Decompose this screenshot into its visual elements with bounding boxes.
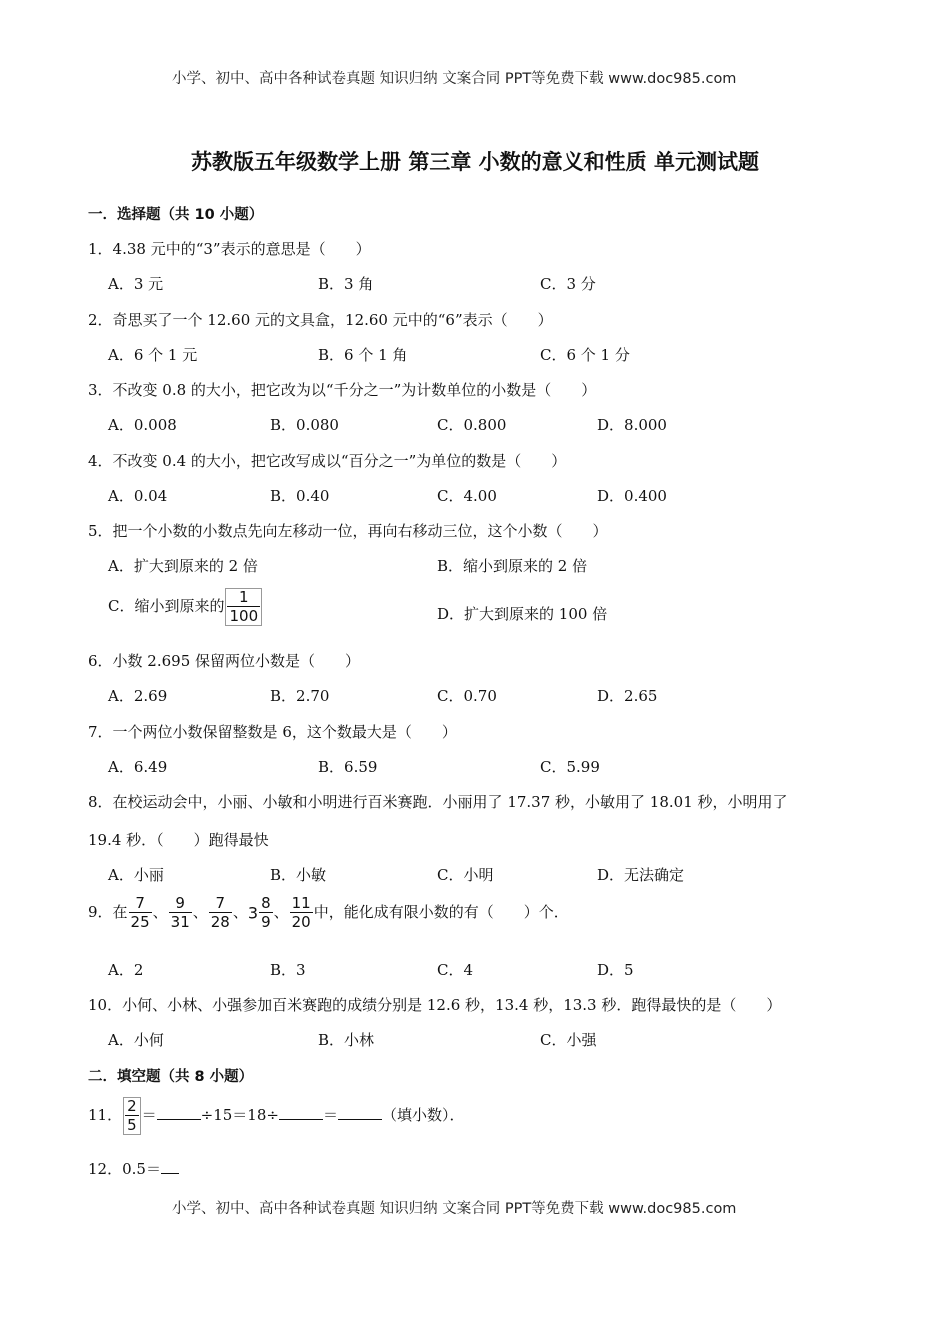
fraction-denominator: 20 xyxy=(291,913,311,931)
question-5: 5．把一个小数的小数点先向左移动一位，再向右移动三位，这个小数（ ） xyxy=(88,522,608,540)
option-1b[interactable]: B．3 角 xyxy=(318,275,374,293)
fraction-7-28 xyxy=(209,896,232,930)
answer-blank-1[interactable] xyxy=(157,1105,201,1120)
fraction-denominator: 5 xyxy=(127,1116,137,1134)
option-3b[interactable]: B．0.080 xyxy=(270,416,339,434)
fraction-numerator: 1 xyxy=(239,588,249,606)
separator: 、 xyxy=(152,903,168,921)
question-1: 1．4.38 元中的“3”表示的意思是（ ） xyxy=(88,240,371,258)
option-2b[interactable]: B．6 个 1 角 xyxy=(318,346,408,364)
fraction-denominator: 28 xyxy=(210,913,230,931)
fraction-numerator: 7 xyxy=(135,894,145,912)
option-6d[interactable]: D．2.65 xyxy=(597,687,658,705)
question-9 xyxy=(88,896,569,930)
question-7: 7．一个两位小数保留整数是 6，这个数最大是（ ） xyxy=(88,723,457,741)
page-title: 苏教版五年级数学上册 第三章 小数的意义和性质 单元测试题 xyxy=(191,150,759,174)
fraction-numerator: 7 xyxy=(215,894,226,912)
option-9a[interactable]: A．2 xyxy=(108,961,144,979)
fraction-numerator: 8 xyxy=(261,894,271,912)
option-5d[interactable]: D．扩大到原来的 100 倍 xyxy=(437,605,608,623)
option-10c[interactable]: C．小强 xyxy=(540,1031,597,1049)
fraction-11-20 xyxy=(290,896,313,930)
equals-sign: ＝ xyxy=(141,1106,157,1124)
option-7b[interactable]: B．6.59 xyxy=(318,758,378,776)
question-9-prefix: 9．在 xyxy=(88,903,128,921)
fraction-numerator: 9 xyxy=(175,894,185,912)
separator: 、 xyxy=(232,903,248,921)
question-8: 8．在校运动会中，小丽、小敏和小明进行百米赛跑．小丽用了 17.37 秒，小敏用了 18.01 秒，小明用了 xyxy=(88,793,788,811)
question-11-middle: ÷15＝18÷ xyxy=(200,1106,279,1124)
option-4d[interactable]: D．0.400 xyxy=(597,487,667,505)
question-11-prefix: 11． xyxy=(88,1106,123,1124)
separator: 、 xyxy=(273,903,289,921)
option-10b[interactable]: B．小林 xyxy=(318,1031,375,1049)
option-4a[interactable]: A．0.04 xyxy=(108,487,168,505)
answer-blank-3[interactable] xyxy=(338,1105,382,1120)
fraction-denominator: 31 xyxy=(170,913,190,931)
option-5c[interactable] xyxy=(108,588,263,626)
question-11 xyxy=(88,1097,465,1135)
option-8b[interactable]: B．小敏 xyxy=(270,866,327,884)
question-10: 10．小何、小林、小强参加百米赛跑的成绩分别是 12.6 秒，13.4 秒，13.3 秒．跑得最快的是（ ） xyxy=(88,996,782,1014)
fraction-numerator: 2 xyxy=(127,1097,137,1115)
option-7c[interactable]: C．5.99 xyxy=(540,758,600,776)
page-footer: 小学、初中、高中各种试卷真题 知识归纳 文案合同 PPT等免费下载 www.doc985.com xyxy=(172,1201,737,1217)
equals-sign: ＝ xyxy=(322,1106,338,1124)
option-2a[interactable]: A．6 个 1 元 xyxy=(108,346,198,364)
option-7a[interactable]: A．6.49 xyxy=(108,758,168,776)
option-8d[interactable]: D．无法确定 xyxy=(597,866,685,884)
option-9c[interactable]: C．4 xyxy=(437,961,474,979)
option-6a[interactable]: A．2.69 xyxy=(108,687,168,705)
option-2c[interactable]: C．6 个 1 分 xyxy=(540,346,630,364)
option-6b[interactable]: B．2.70 xyxy=(270,687,330,705)
fraction-8-9 xyxy=(259,896,273,930)
option-5c-label: C．缩小到原来的 xyxy=(108,597,225,615)
option-6c[interactable]: C．0.70 xyxy=(437,687,497,705)
option-5b[interactable]: B．缩小到原来的 2 倍 xyxy=(437,557,588,575)
section-heading-fill: 二．填空题（共 8 小题） xyxy=(88,1069,254,1085)
answer-blank-2[interactable] xyxy=(279,1105,323,1120)
fraction-denominator: 9 xyxy=(261,913,271,931)
option-1c[interactable]: C．3 分 xyxy=(540,275,596,293)
fraction-2-5 xyxy=(123,1097,141,1135)
question-2: 2．奇思买了一个 12.60 元的文具盒，12.60 元中的“6”表示（ ） xyxy=(88,311,553,329)
mixed-number-integer: 3 xyxy=(247,903,259,923)
option-3a[interactable]: A．0.008 xyxy=(108,416,177,434)
page-header: 小学、初中、高中各种试卷真题 知识归纳 文案合同 PPT等免费下载 www.doc985.com xyxy=(172,71,737,87)
fraction-9-31 xyxy=(169,896,192,930)
option-3d[interactable]: D．8.000 xyxy=(597,416,667,434)
option-4b[interactable]: B．0.40 xyxy=(270,487,330,505)
option-4c[interactable]: C．4.00 xyxy=(437,487,497,505)
separator: 、 xyxy=(192,903,208,921)
option-3c[interactable]: C．0.800 xyxy=(437,416,507,434)
option-5a[interactable]: A．扩大到原来的 2 倍 xyxy=(108,557,258,575)
option-9b[interactable]: B．3 xyxy=(270,961,306,979)
question-11-suffix: （填小数）． xyxy=(381,1106,465,1124)
question-6: 6．小数 2.695 保留两位小数是（ ） xyxy=(88,652,361,670)
question-12-prefix: 12．0.5＝ xyxy=(88,1160,161,1178)
question-4: 4．不改变 0.4 的大小，把它改写成以“百分之一”为单位的数是（ ） xyxy=(88,452,567,470)
option-9d[interactable]: D．5 xyxy=(597,961,634,979)
option-8a[interactable]: A．小丽 xyxy=(108,866,164,884)
answer-blank-4[interactable] xyxy=(161,1159,179,1174)
question-12 xyxy=(88,1158,179,1179)
question-8-continued: 19.4 秒．（ ）跑得最快 xyxy=(88,831,269,849)
fraction-denominator: 100 xyxy=(229,607,259,625)
fraction-numerator: 11 xyxy=(291,894,311,912)
section-heading-choice: 一．选择题（共 10 小题） xyxy=(88,207,264,223)
option-1a[interactable]: A．3 元 xyxy=(108,275,164,293)
fraction-1-100 xyxy=(225,588,262,626)
option-8c[interactable]: C．小明 xyxy=(437,866,494,884)
option-10a[interactable]: A．小何 xyxy=(108,1031,164,1049)
question-9-suffix: 中，能化成有限小数的有（ ）个． xyxy=(313,903,569,921)
question-3: 3．不改变 0.8 的大小，把它改为以“千分之一”为计数单位的小数是（ ） xyxy=(88,381,597,399)
fraction-denominator: 25 xyxy=(130,913,150,931)
fraction-7-25 xyxy=(129,896,152,930)
